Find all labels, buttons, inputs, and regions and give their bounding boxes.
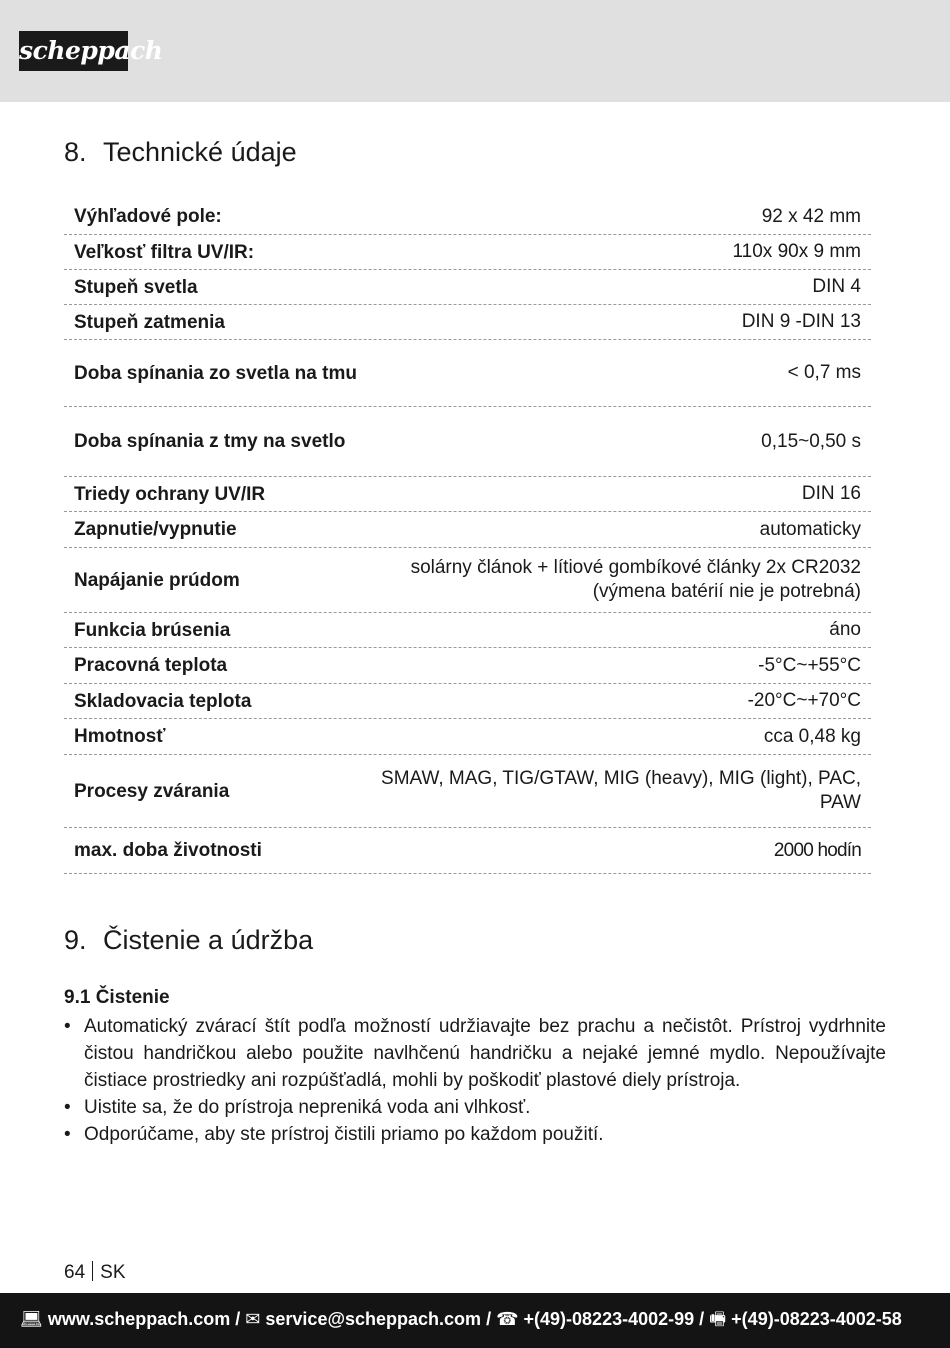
footer-phone: +(49)-08223-4002-99 xyxy=(523,1309,695,1329)
spec-key: Procesy zvárania xyxy=(74,780,230,802)
list-item-text: Uistite sa, že do prístroja nepreniká voda ani vlhkosť. xyxy=(84,1097,531,1118)
section-9-heading xyxy=(64,925,313,956)
spec-row xyxy=(64,684,871,719)
spec-value: solárny článok + lítiové gombíkové články 2x CR2032 (výmena batérií nie je potrebná) xyxy=(410,557,861,602)
spec-value: DIN 9 -DIN 13 xyxy=(741,311,861,332)
scheppach-logo: scheppach xyxy=(19,31,128,71)
spec-key: max. doba životnosti xyxy=(74,840,262,861)
list-item xyxy=(64,1013,886,1094)
spec-value: -5°C~+55°C xyxy=(758,654,861,676)
footer-fax: +(49)-08223-4002-58 xyxy=(731,1309,902,1329)
list-item-text: Automatický zvárací štít podľa možností udržiavajte bez prachu a nečistôt. Prístroj vydrhnite čistou handričkou alebo použite navlhčenú handričku a nejaké jemné mydlo. Nepoužívajte čistiace prostriedky ani rozpúšťadlá, mohli by poškodiť plastové diely prístroja. xyxy=(84,1016,886,1091)
spec-value: DIN 4 xyxy=(812,276,861,297)
spec-value: 0,15~0,50 s xyxy=(761,430,861,452)
spec-row xyxy=(64,613,871,648)
spec-row xyxy=(64,755,871,828)
spec-value: cca 0,48 kg xyxy=(763,725,861,747)
spec-key: Hmotnosť xyxy=(74,726,166,747)
spec-row xyxy=(64,270,871,305)
subsection-heading: 9.1 Čistenie xyxy=(64,987,170,1008)
section-8-heading xyxy=(64,137,297,168)
spec-value: -20°C~+70°C xyxy=(747,690,861,711)
page-separator xyxy=(92,1261,93,1281)
phone-icon: ☎ xyxy=(496,1309,519,1329)
bullet-icon: • xyxy=(64,1124,71,1145)
spec-row xyxy=(64,648,871,684)
list-item-text: Odporúčame, aby ste prístroj čistili priamo po každom použití. xyxy=(84,1124,604,1145)
spec-key: Zapnutie/vypnutie xyxy=(74,519,237,540)
spec-key: Doba spínania zo svetla na tmu xyxy=(74,362,357,384)
spec-row xyxy=(64,719,871,755)
spec-key: Veľkosť filtra UV/IR: xyxy=(74,241,255,263)
spec-row xyxy=(64,305,871,340)
fax-icon: 🖷︎ xyxy=(709,1309,727,1329)
page-number-value: 64 xyxy=(64,1262,86,1283)
footer-email-link[interactable]: service@scheppach.com xyxy=(265,1309,482,1329)
spec-key: Skladovacia teplota xyxy=(74,690,252,712)
spec-row xyxy=(64,828,871,874)
section-title: Technické údaje xyxy=(103,137,297,167)
spec-table xyxy=(64,199,871,874)
spec-row xyxy=(64,512,871,548)
spec-row xyxy=(64,477,871,512)
spec-value: DIN 16 xyxy=(801,483,861,504)
spec-key: Stupeň zatmenia xyxy=(74,311,225,333)
spec-row xyxy=(64,340,871,407)
list-item xyxy=(64,1094,886,1121)
mail-icon: ✉ xyxy=(245,1309,261,1329)
spec-row xyxy=(64,199,871,235)
footer-separator: / xyxy=(481,1309,497,1329)
section-title: Čistenie a údržba xyxy=(103,925,314,955)
spec-key: Funkcia brúsenia xyxy=(74,619,231,641)
page-language: SK xyxy=(100,1262,126,1283)
spec-value: < 0,7 ms xyxy=(787,362,861,383)
spec-row xyxy=(64,407,871,477)
cleaning-list xyxy=(64,1013,886,1148)
section-number: 9. xyxy=(64,925,87,955)
page-number xyxy=(64,1261,126,1284)
footer-web-link[interactable]: www.scheppach.com xyxy=(47,1309,231,1329)
spec-key: Výhľadové pole: xyxy=(74,206,222,227)
page-header xyxy=(0,0,950,102)
spec-value: 92 x 42 mm xyxy=(761,205,861,227)
computer-icon: 💻︎ xyxy=(20,1309,43,1329)
spec-row xyxy=(64,235,871,270)
bullet-icon: • xyxy=(64,1097,71,1118)
spec-key: Triedy ochrany UV/IR xyxy=(74,483,266,505)
spec-value: áno xyxy=(829,619,861,640)
footer-separator: / xyxy=(230,1309,246,1329)
spec-key: Napájanie prúdom xyxy=(74,569,240,591)
spec-value: 2000 hodín xyxy=(773,839,861,861)
spec-value: 110x 90x 9 mm xyxy=(732,241,861,262)
spec-row xyxy=(64,548,871,613)
spec-value: SMAW, MAG, TIG/GTAW, MIG (heavy), MIG (light), PAC, PAW xyxy=(381,768,861,813)
spec-key: Stupeň svetla xyxy=(74,276,198,298)
spec-key: Doba spínania z tmy na svetlo xyxy=(74,431,346,452)
list-item xyxy=(64,1121,886,1148)
page-footer xyxy=(0,1293,950,1348)
footer-separator: / xyxy=(694,1309,710,1329)
bullet-icon: • xyxy=(64,1016,71,1037)
spec-key: Pracovná teplota xyxy=(74,655,228,676)
spec-value: automaticky xyxy=(759,518,861,540)
section-number: 8. xyxy=(64,137,87,167)
